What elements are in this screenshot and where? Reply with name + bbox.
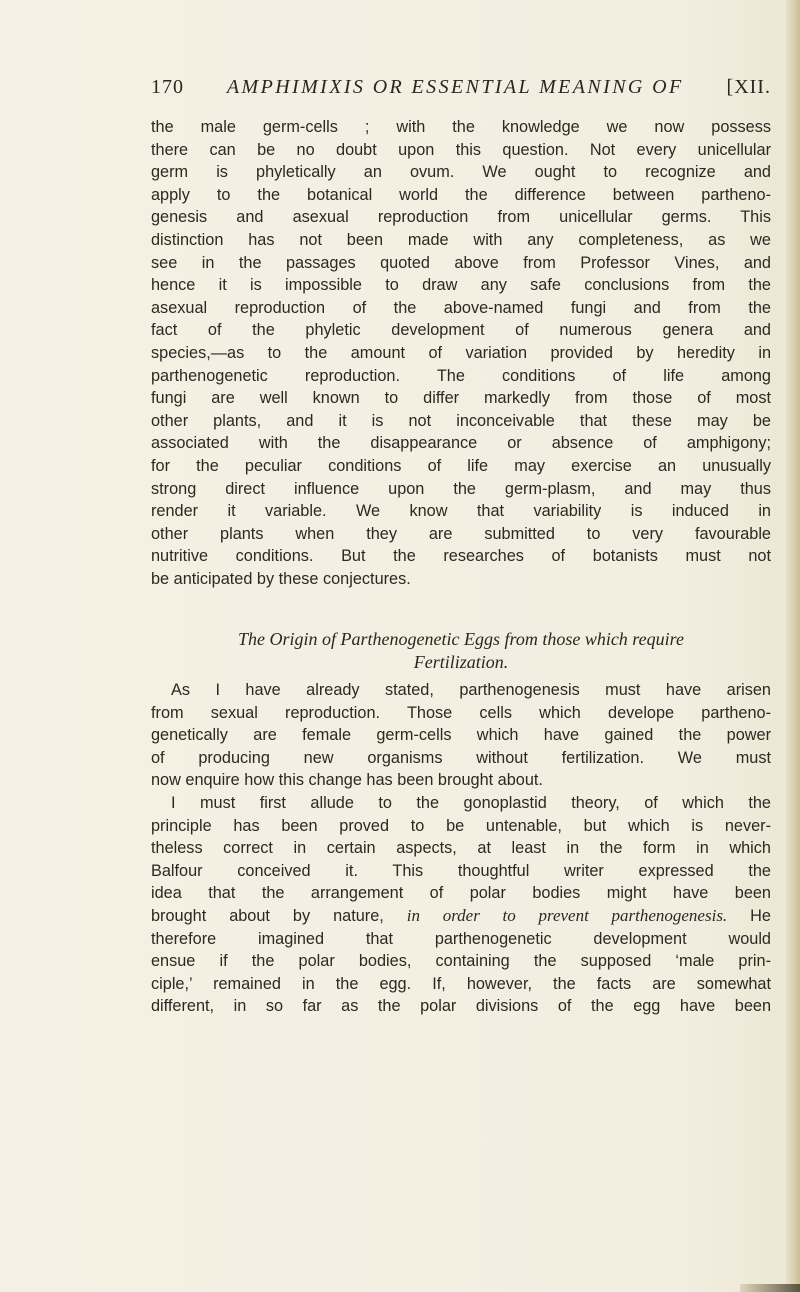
text-line: strong direct influence upon the germ-plasm, and may thus [151,479,771,498]
text-line: other plants when they are submitted to very favourable [151,524,771,543]
page-edge-shadow [740,1284,800,1292]
text-line: germ is phyletically an ovum. We ought to recognize and [151,163,771,182]
text-line: of producing new organisms without fertilization. We must [151,748,771,767]
text-line: I must first allude to the gonoplastid theory, of which the [171,793,771,812]
text-line: species,—as to the amount of variation provided by heredity in [151,343,771,362]
paragraph-3-lines-after [151,928,771,1018]
text-line: from sexual reproduction. Those cells which develope partheno- [151,703,771,722]
text-line: ensue if the polar bodies, containing the supposed ‘male prin- [151,952,771,971]
text-line: genesis and asexual reproduction from unicellular germs. This [151,208,771,227]
paragraph-3-lines-before [151,792,771,905]
text-line: distinction has not been made with any completeness, as we [151,230,771,249]
text-line: see in the passages quoted above from Professor Vines, and [151,253,771,272]
running-head [151,76,771,99]
text-line: asexual reproduction of the above-named fungi and from the [151,298,771,317]
text-line: render it variable. We know that variability is induced in [151,502,771,521]
mixed-start: brought about by nature, [151,906,384,925]
text-line: parthenogenetic reproduction. The conditions of life among [151,366,771,385]
page-number: 170 [151,76,184,98]
text-line: principle has been proved to be untenable, but which is never- [151,816,771,835]
chapter-number: [XII. [726,76,771,98]
running-title: AMPHIMIXIS OR ESSENTIAL MEANING OF [226,76,684,98]
paragraph-3 [151,792,771,1018]
paragraph-1 [151,116,771,590]
text-line: fungi are well known to differ markedly from those of most [151,389,771,408]
text-line: ciple,’ remained in the egg. If, however, the facts are somewhat [151,974,771,993]
paragraph-3-mixed-line [151,905,771,928]
text-line: different, in so far as the polar divisions of the egg have been [151,997,771,1016]
text-line: genetically are female germ-cells which have gained the power [151,726,771,745]
text-line: there can be no doubt upon this question. Not every unicellular [151,140,771,159]
emphasis-italic: in order to prevent parthenogenesis. [406,905,728,925]
text-line: the male germ-cells ; with the knowledge we now possess [151,118,771,136]
text-line: be anticipated by these conjectures. [151,569,411,588]
text-line: associated with the disappearance or absence of amphigony; [151,434,771,453]
text-line: nutritive conditions. But the researches of botanists must not [151,547,771,566]
section-heading-line-2: Fertilization. [413,652,509,672]
paragraph-2 [151,679,771,792]
text-line: fact of the phyletic development of numerous genera and [151,321,771,340]
text-line: idea that the arrangement of polar bodies might have been [151,884,771,903]
text-line: other plants, and it is not inconceivable that these may be [151,411,771,430]
text-line: now enquire how this change has been brought about. [151,771,543,790]
text-line: Balfour conceived it. This thoughtful writer expressed the [151,861,771,880]
text-line: for the peculiar conditions of life may exercise an unusually [151,456,771,475]
text-line: therefore imagined that parthenogenetic development would [151,929,771,948]
mixed-end: He [750,906,771,925]
page-edge [786,0,800,1292]
text-line: theless correct in certain aspects, at least in the form in which [151,839,771,858]
text-line: hence it is impossible to draw any safe conclusions from the [151,276,771,295]
section-heading-line-1: The Origin of Parthenogenetic Eggs from those which require [238,629,684,649]
paragraphs-2-3 [151,679,771,1018]
text-line: apply to the botanical world the difference between partheno- [151,185,771,204]
text-line: As I have already stated, parthenogenesis must have arisen [171,681,771,699]
section-heading [151,628,771,674]
